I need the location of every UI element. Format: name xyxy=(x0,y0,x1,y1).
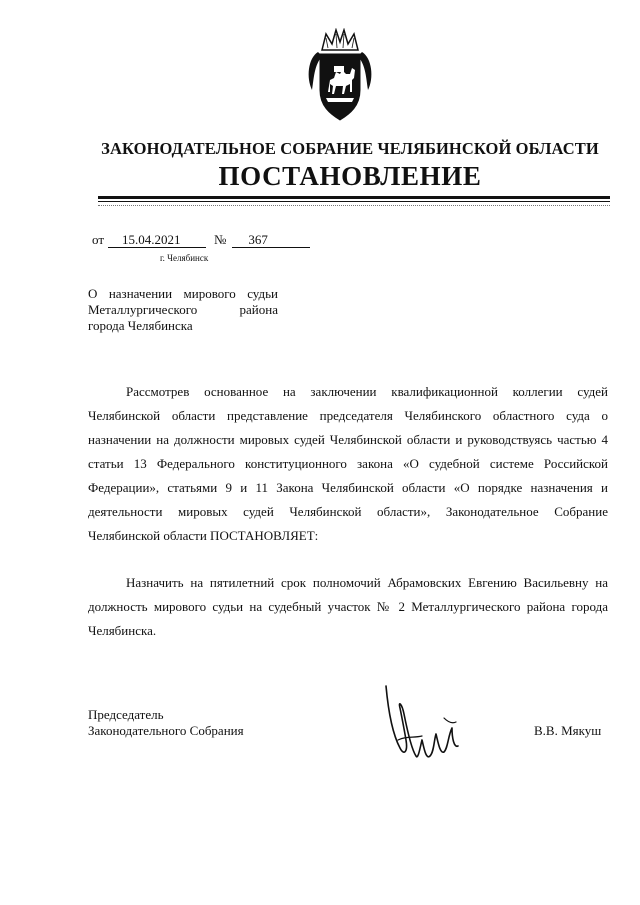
document-city: г. Челябинск xyxy=(160,253,209,263)
header-divider-dotted xyxy=(98,205,610,206)
document-date: 15.04.2021 xyxy=(108,233,206,248)
organization-name: ЗАКОНОДАТЕЛЬНОЕ СОБРАНИЕ ЧЕЛЯБИНСКОЙ ОБЛАСТИ xyxy=(101,139,599,158)
document-number: 367 xyxy=(232,233,310,248)
header-divider-thin xyxy=(98,201,610,202)
number-prefix: № xyxy=(214,232,227,247)
header-divider-thick xyxy=(98,196,610,199)
document-subject: О назначении мирового судьи Металлургического района города Челябинска xyxy=(88,286,278,333)
date-prefix: от xyxy=(92,232,105,247)
handwritten-signature xyxy=(378,678,468,778)
signatory-name: В.В. Мякуш xyxy=(534,723,602,738)
signatory-title xyxy=(88,707,244,739)
document-type-title: ПОСТАНОВЛЕНИЕ xyxy=(218,161,482,191)
body-paragraph-2: Назначить на пятилетний срок полномочий Абрамовских Евгению Васильевну на должность мирового судьи на судебный участок № 2 Металлургического района города Челябинска. xyxy=(88,575,608,638)
signatory-title-line-1: Председатель xyxy=(88,707,164,722)
document-meta xyxy=(92,232,310,248)
body-paragraph-1: Рассмотрев основанное на заключении квалификационной коллегии судей Челябинской области представление председателя Челябинского областного суда о назначении на должности мировых судей Челябинской области и руководствуясь частью 4 статьи 13 Федерального конституционного закона «О судебной системе Российской Федерации», статьями 9 и 11 Закона Челябинской области «О порядке назначения и деятельности мировых судей Челябинской области», Законодательное Собрание Челябинской области ПОСТАНОВЛЯЕТ: xyxy=(88,384,608,543)
signatory-title-line-2: Законодательного Собрания xyxy=(88,723,244,738)
coat-of-arms-emblem xyxy=(300,28,380,124)
